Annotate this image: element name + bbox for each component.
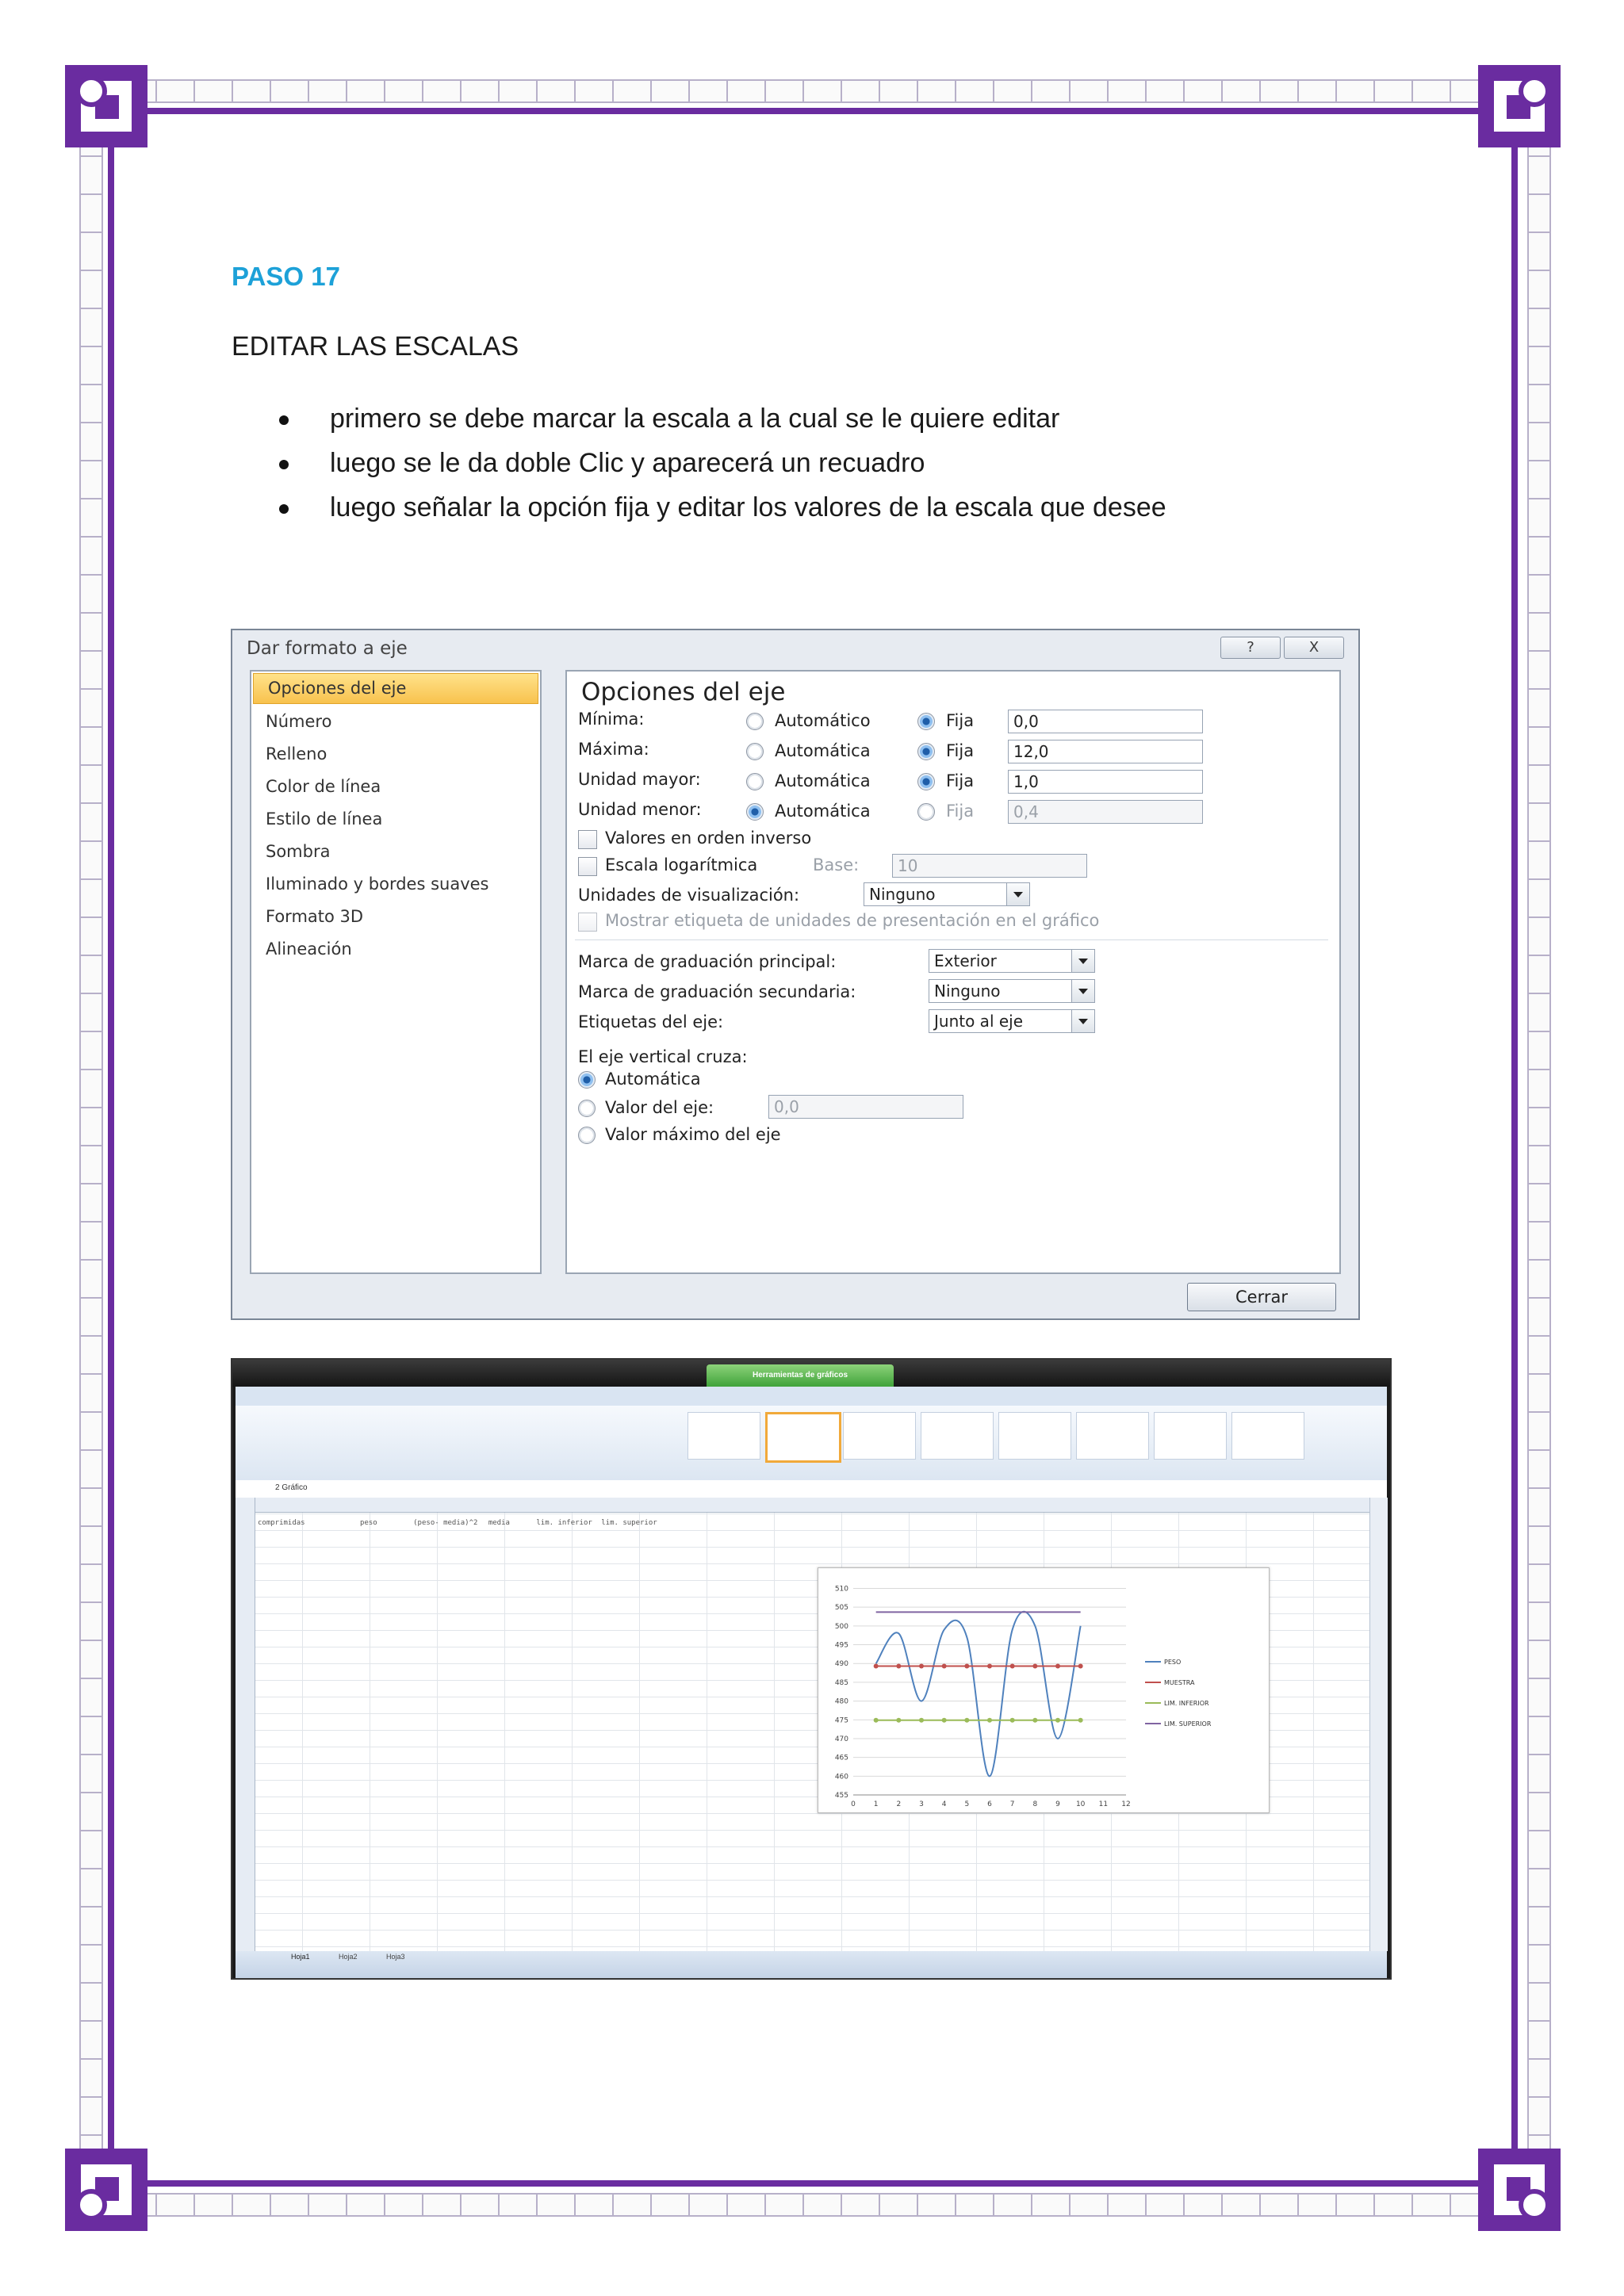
y-tick-label: 490 <box>834 1660 848 1669</box>
minor-tick-select[interactable]: Ninguno <box>929 979 1095 1003</box>
y-tick-label: 475 <box>834 1716 848 1725</box>
chart-style-thumb[interactable] <box>843 1412 916 1460</box>
help-button[interactable] <box>1220 637 1281 659</box>
y-tick-label: 465 <box>834 1754 848 1762</box>
minor-unit-auto-label: Automática <box>775 802 871 821</box>
cross-auto-radio[interactable] <box>578 1071 596 1089</box>
chevron-down-icon <box>1071 1010 1094 1032</box>
y-tick-label: 460 <box>834 1773 848 1781</box>
x-tick-label: 8 <box>1032 1800 1038 1808</box>
x-tick-label: 9 <box>1055 1800 1060 1808</box>
category-list <box>250 670 542 1274</box>
vertical-scrollbar[interactable] <box>1369 1498 1388 1951</box>
cross-value-radio[interactable] <box>578 1100 596 1117</box>
x-tick-label: 2 <box>896 1800 902 1808</box>
step-title: PASO 17 <box>232 262 340 291</box>
axis-labels-label: Etiquetas del eje: <box>578 1012 724 1031</box>
divider <box>575 939 1328 940</box>
log-base-field[interactable]: 10 <box>892 854 1087 878</box>
data-point <box>942 1718 947 1723</box>
table-header-cell: comprimidas <box>258 1519 305 1527</box>
major-unit-fixed-label: Fija <box>946 771 975 790</box>
data-point <box>987 1664 992 1669</box>
ribbon-tabs <box>236 1387 1387 1406</box>
chart-style-thumb[interactable] <box>1154 1412 1227 1460</box>
axis-cross-title: El eje vertical cruza: <box>578 1047 748 1066</box>
table-header-row <box>258 1515 657 1532</box>
minimum-auto-radio[interactable] <box>746 713 764 730</box>
cross-max-label: Valor máximo del eje <box>605 1125 781 1144</box>
minimum-label: Mínima: <box>578 710 645 729</box>
data-point <box>942 1664 947 1669</box>
maximum-fixed-label: Fija <box>946 741 975 760</box>
x-tick-label: 10 <box>1075 1800 1086 1808</box>
chevron-down-icon <box>1071 950 1094 972</box>
table-header-cell: lim. inferior <box>536 1519 592 1527</box>
sheet-tab[interactable]: Hoja1 <box>291 1953 310 1961</box>
data-point <box>1078 1664 1083 1669</box>
chart-style-thumb[interactable] <box>1076 1412 1149 1460</box>
show-units-checkbox[interactable] <box>578 913 597 932</box>
close-button[interactable]: Cerrar <box>1187 1283 1336 1311</box>
axis-labels-select[interactable]: Junto al eje <box>929 1009 1095 1033</box>
major-unit-label: Unidad mayor: <box>578 770 701 789</box>
data-point <box>1055 1664 1060 1669</box>
chart-style-thumb[interactable] <box>688 1412 760 1460</box>
y-tick-label: 505 <box>834 1604 848 1613</box>
nav-item-shadow[interactable]: Sombra <box>266 842 331 861</box>
y-tick-label: 480 <box>834 1697 848 1706</box>
minor-unit-value-field[interactable]: 0,4 <box>1008 800 1203 824</box>
x-tick-label: 7 <box>1009 1800 1015 1808</box>
column-headers <box>236 1498 1369 1513</box>
data-point <box>896 1664 901 1669</box>
list-item: luego se le da doble Clic y aparecerá un recuadro <box>279 441 1166 485</box>
format-axis-dialog-screenshot <box>231 629 1360 1320</box>
help-icon: ? <box>1247 639 1254 656</box>
y-tick-label: 470 <box>834 1735 848 1743</box>
minimum-fixed-label: Fija <box>946 711 975 730</box>
minimum-value-field[interactable]: 0,0 <box>1008 710 1203 733</box>
close-icon: X <box>1308 639 1320 656</box>
major-tick-label: Marca de graduación principal: <box>578 952 837 971</box>
x-tick-label: 5 <box>964 1800 970 1808</box>
ribbon <box>236 1406 1387 1481</box>
maximum-label: Máxima: <box>578 740 649 759</box>
nav-item-number[interactable]: Número <box>266 712 332 731</box>
bullet-icon <box>279 460 289 469</box>
nav-item-alignment[interactable]: Alineación <box>266 939 352 959</box>
nav-item-axis-options[interactable]: Opciones del eje <box>253 673 538 704</box>
cross-value-field[interactable]: 0,0 <box>768 1095 963 1119</box>
maximum-fixed-radio[interactable] <box>917 743 935 760</box>
minimum-fixed-radio[interactable] <box>917 713 935 730</box>
display-units-select[interactable]: Ninguno <box>864 882 1030 906</box>
x-tick-label: 1 <box>873 1800 879 1808</box>
table-header-cell: peso <box>360 1519 377 1527</box>
embedded-line-chart[interactable] <box>818 1567 1270 1813</box>
minor-unit-fixed-radio[interactable] <box>917 803 935 821</box>
chart-style-thumb[interactable] <box>765 1412 841 1463</box>
frame-grid-left <box>79 119 103 2180</box>
data-point <box>874 1664 879 1669</box>
line-chart-svg <box>818 1568 1269 1812</box>
nav-item-line-style[interactable]: Estilo de línea <box>266 809 383 828</box>
nav-item-fill[interactable]: Relleno <box>266 744 327 763</box>
bullet-icon <box>279 504 289 514</box>
frame-line-bottom <box>119 2180 1505 2187</box>
major-unit-auto-label: Automática <box>775 771 871 790</box>
data-point <box>1032 1718 1037 1723</box>
major-unit-auto-radio[interactable] <box>746 773 764 790</box>
x-tick-label: 3 <box>919 1800 924 1808</box>
bullet-icon <box>279 415 289 425</box>
y-tick-label: 500 <box>834 1622 848 1631</box>
formula-bar[interactable] <box>236 1480 1387 1498</box>
frame-line-top <box>119 108 1505 114</box>
x-tick-label: 4 <box>941 1800 947 1808</box>
legend-entry: LIM. SUPERIOR <box>1164 1720 1212 1728</box>
data-point <box>896 1718 901 1723</box>
sheet-tab[interactable]: Hoja2 <box>339 1953 358 1961</box>
x-tick-label: 0 <box>851 1800 856 1808</box>
legend-entry: MUESTRA <box>1164 1679 1195 1686</box>
series-line <box>876 1612 1081 1777</box>
y-tick-label: 495 <box>834 1641 848 1650</box>
list-item: luego señalar la opción fija y editar los valores de la escala que desee <box>279 485 1166 530</box>
dialog-title: Dar formato a eje <box>247 638 408 659</box>
table-header-cell: (peso- media)^2 <box>413 1519 478 1527</box>
cross-max-radio[interactable] <box>578 1127 596 1144</box>
section-subtitle: EDITAR LAS ESCALAS <box>232 331 519 362</box>
legend-entry: PESO <box>1164 1659 1182 1666</box>
x-tick-label: 12 <box>1121 1800 1131 1808</box>
major-unit-value-field[interactable]: 1,0 <box>1008 770 1203 794</box>
chart-tools-tab[interactable]: Herramientas de gráficos <box>707 1364 894 1387</box>
cross-auto-label: Automática <box>605 1070 701 1089</box>
data-point <box>919 1718 924 1723</box>
sheet-tab[interactable]: Hoja3 <box>386 1953 405 1961</box>
data-point <box>987 1718 992 1723</box>
status-bar <box>236 1951 1387 1978</box>
maximum-value-field[interactable]: 12,0 <box>1008 740 1203 763</box>
data-point <box>874 1718 879 1723</box>
nav-item-glow[interactable]: Iluminado y bordes suaves <box>266 874 489 894</box>
maximum-auto-radio[interactable] <box>746 743 764 760</box>
frame-grid-right <box>1527 119 1551 2180</box>
chevron-down-icon <box>1006 883 1029 905</box>
nav-item-3d-format[interactable]: Formato 3D <box>266 907 364 926</box>
table-header-cell: lim. superior <box>601 1519 657 1527</box>
name-box[interactable]: 2 Gráfico <box>275 1483 308 1492</box>
minor-unit-auto-radio[interactable] <box>746 803 764 821</box>
maximum-auto-label: Automática <box>775 741 871 760</box>
show-units-label: Mostrar etiqueta de unidades de presentación en el gráfico <box>605 911 1100 930</box>
frame-grid-top <box>119 79 1507 103</box>
nav-item-line-color[interactable]: Color de línea <box>266 777 381 796</box>
instruction-list <box>279 396 1166 530</box>
y-tick-label: 510 <box>834 1585 848 1594</box>
chevron-down-icon <box>1071 980 1094 1002</box>
cross-value-label: Valor del eje: <box>605 1098 714 1117</box>
major-unit-fixed-radio[interactable] <box>917 773 935 790</box>
axis-options-pane <box>565 670 1341 1274</box>
pane-title: Opciones del eje <box>581 678 786 706</box>
reverse-order-label: Valores en orden inverso <box>605 828 812 848</box>
x-tick-label: 11 <box>1098 1800 1109 1808</box>
log-scale-label: Escala logarítmica <box>605 855 758 874</box>
major-tick-select[interactable]: Exterior <box>929 949 1095 973</box>
table-header-cell: media <box>488 1519 510 1527</box>
close-window-button[interactable] <box>1284 637 1344 659</box>
x-tick-label: 6 <box>987 1800 992 1808</box>
frame-grid-bottom <box>119 2193 1507 2217</box>
minimum-auto-label: Automático <box>775 711 871 730</box>
minor-unit-label: Unidad menor: <box>578 800 702 819</box>
chart-style-thumb[interactable] <box>998 1412 1071 1460</box>
y-tick-label: 455 <box>834 1792 848 1800</box>
data-point <box>1010 1718 1015 1723</box>
data-point <box>964 1664 969 1669</box>
log-base-label: Base: <box>813 855 860 874</box>
data-point <box>1010 1664 1015 1669</box>
display-units-label: Unidades de visualización: <box>578 886 800 905</box>
minor-unit-fixed-label: Fija <box>946 802 975 821</box>
legend-entry: LIM. INFERIOR <box>1164 1700 1209 1707</box>
frame-line-left <box>108 119 114 2180</box>
minor-tick-label: Marca de graduación secundaria: <box>578 982 856 1001</box>
list-item: primero se debe marcar la escala a la cual se le quiere editar <box>279 396 1166 441</box>
reverse-order-checkbox[interactable] <box>578 830 597 849</box>
chart-style-thumb[interactable] <box>921 1412 994 1460</box>
log-scale-checkbox[interactable] <box>578 857 597 876</box>
excel-chart-screenshot <box>231 1358 1392 1980</box>
chart-style-thumb[interactable] <box>1231 1412 1304 1460</box>
data-point <box>1055 1718 1060 1723</box>
data-point <box>964 1718 969 1723</box>
data-point <box>1078 1718 1083 1723</box>
y-tick-label: 485 <box>834 1678 848 1687</box>
data-point <box>919 1664 924 1669</box>
frame-line-right <box>1511 119 1518 2180</box>
data-point <box>1032 1664 1037 1669</box>
row-headers <box>236 1498 255 1951</box>
